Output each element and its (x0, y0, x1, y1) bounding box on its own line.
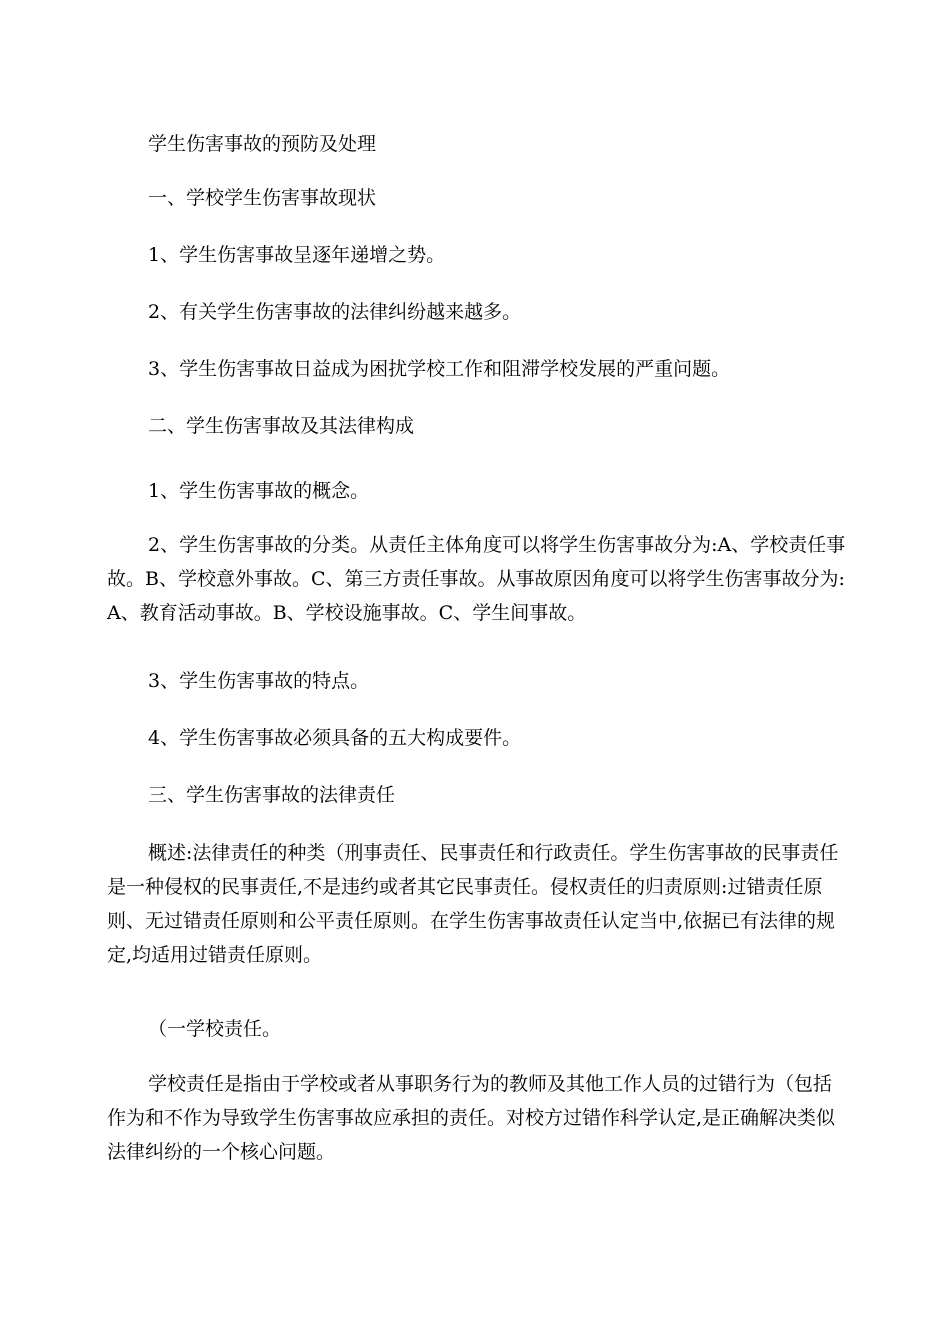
list-item: 3、学生伤害事故日益成为困扰学校工作和阻滞学校发展的严重问题。 (148, 358, 731, 380)
document-title: 学生伤害事故的预防及处理 (148, 133, 377, 155)
section-heading-2: 二、学生伤害事故及其法律构成 (148, 415, 415, 437)
list-item: 2、有关学生伤害事故的法律纠纷越来越多。 (148, 301, 522, 323)
list-item: 4、学生伤害事故必须具备的五大构成要件。 (148, 727, 522, 749)
list-item: 1、学生伤害事故呈逐年递增之势。 (148, 244, 446, 266)
body-paragraph: 学校责任是指由于学校或者从事职务行为的教师及其他工作人员的过错行为（包括作为和不作为导致学生伤害事故应承担的责任。对校方过错作科学认定,是正确解决类似法律纠纷的一个核心问题。 (107, 1073, 836, 1163)
section-heading-1: 一、学校学生伤害事故现状 (148, 187, 377, 209)
section-heading-3: 三、学生伤害事故的法律责任 (148, 784, 396, 806)
list-item: 3、学生伤害事故的特点。 (148, 670, 370, 692)
list-item: 1、学生伤害事故的概念。 (148, 480, 370, 502)
body-paragraph: 概述:法律责任的种类（刑事责任、民事责任和行政责任。学生伤害事故的民事责任是一种侵权的民事责任,不是违约或者其它民事责任。侵权责任的归责原则:过错责任原则、无过错责任原则和公平责任原则。在学生伤害事故责任认定当中,依据已有法律的规定,均适用过错责任原则。 (107, 842, 839, 966)
subsection-heading: （一学校责任。 (148, 1018, 282, 1040)
list-item: 2、学生伤害事故的分类。从责任主体角度可以将学生伤害事故分为:A、学校责任事故。B、学校意外事故。C、第三方责任事故。从事故原因角度可以将学生伤害事故分为:A、教育活动事故。B、学校设施事故。C、学生间事故。 (107, 534, 846, 624)
